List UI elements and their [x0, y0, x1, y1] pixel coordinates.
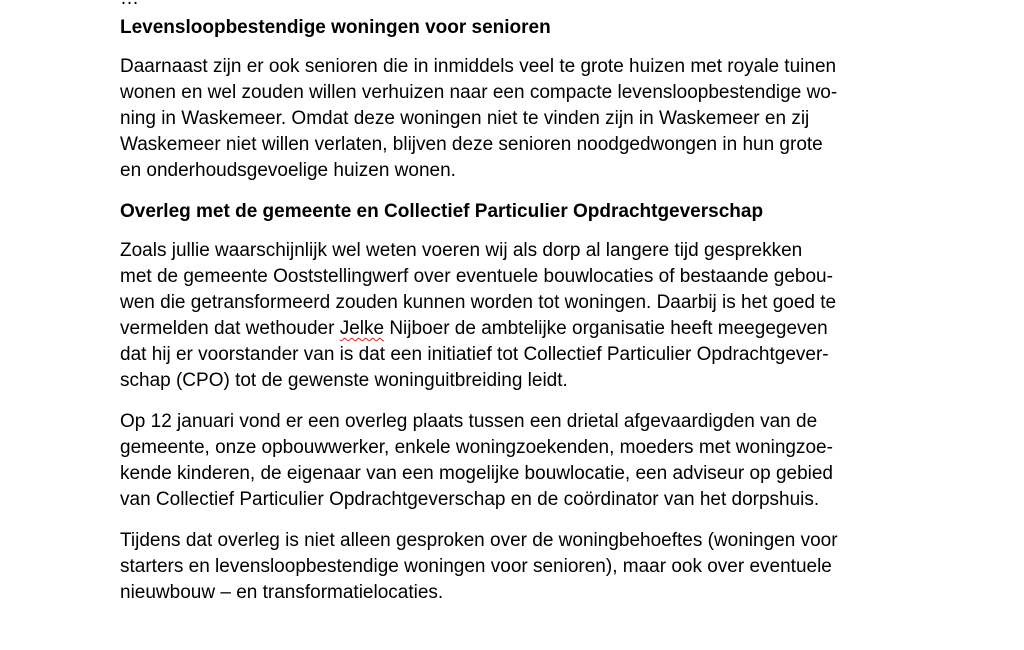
text-fragment: Nijboer de ambtelijke organisatie heeft meegegeven — [384, 318, 828, 339]
cut-off-text-line — [120, 0, 139, 11]
text-line: wonen en wel zouden willen verhuizen naar een compacte levensloopbestendige wo- — [120, 82, 838, 103]
paragraph-gesprekken — [120, 238, 920, 394]
text-line: en onderhoudsgevoelige huizen wonen. — [120, 160, 456, 181]
text-line: Zoals jullie waarschijnlijk wel weten voeren wij als dorp al langere tijd gesprekken — [120, 240, 803, 261]
document-body — [120, 15, 920, 621]
text-line: dat hij er voorstander van is dat een initiatief tot Collectief Particulier Opdrachtgever- — [120, 344, 829, 365]
text-line: nieuwbouw – en transformatielocaties. — [120, 582, 444, 603]
text-fragment: vermelden dat wethouder — [120, 318, 340, 339]
text-line: met de gemeente Ooststellingwerf over eventuele bouwlocaties of bestaande gebou- — [120, 266, 833, 287]
text-line: Waskemeer niet willen verlaten, blijven deze senioren noodgedwongen in hun grote — [120, 134, 823, 155]
spellcheck-flagged-word[interactable]: Jelke — [339, 318, 385, 339]
paragraph-overleg-12-januari — [120, 409, 920, 513]
paragraph-senioren — [120, 54, 920, 184]
text-line: ning in Waskemeer. Omdat deze woningen niet te vinden zijn in Waskemeer en zij — [120, 108, 810, 129]
text-line: Daarnaast zijn er ook senioren die in inmiddels veel te grote huizen met royale tuinen — [120, 56, 837, 77]
text-line: wen die getransformeerd zouden kunnen worden tot woningen. Daarbij is het goed te — [120, 292, 837, 313]
paragraph-woningbehoeftes — [120, 528, 920, 606]
section-heading-senioren: Levensloopbestendige woningen voor senioren — [120, 17, 551, 38]
text-line: schap (CPO) tot de gewenste woninguitbreiding leidt. — [120, 370, 568, 391]
text-line: kende kinderen, de eigenaar van een mogelijke bouwlocatie, een adviseur op gebied — [120, 463, 834, 484]
text-line: Tijdens dat overleg is niet alleen gesproken over de woningbehoeftes (woningen voor — [120, 530, 838, 551]
text-line — [120, 316, 920, 342]
text-line: van Collectief Particulier Opdrachtgeverschap en de coördinator van het dorpshuis. — [120, 489, 820, 510]
text-line: gemeente, onze opbouwwerker, enkele woningzoekenden, moeders met woningzoe- — [120, 437, 833, 458]
text-line: Op 12 januari vond er een overleg plaats tussen een drietal afgevaardigden van de — [120, 411, 818, 432]
text-line: starters en levensloopbestendige woningen voor senioren), maar ook over eventuele — [120, 556, 832, 577]
section-heading-overleg: Overleg met de gemeente en Collectief Particulier Opdrachtgeverschap — [120, 201, 764, 222]
